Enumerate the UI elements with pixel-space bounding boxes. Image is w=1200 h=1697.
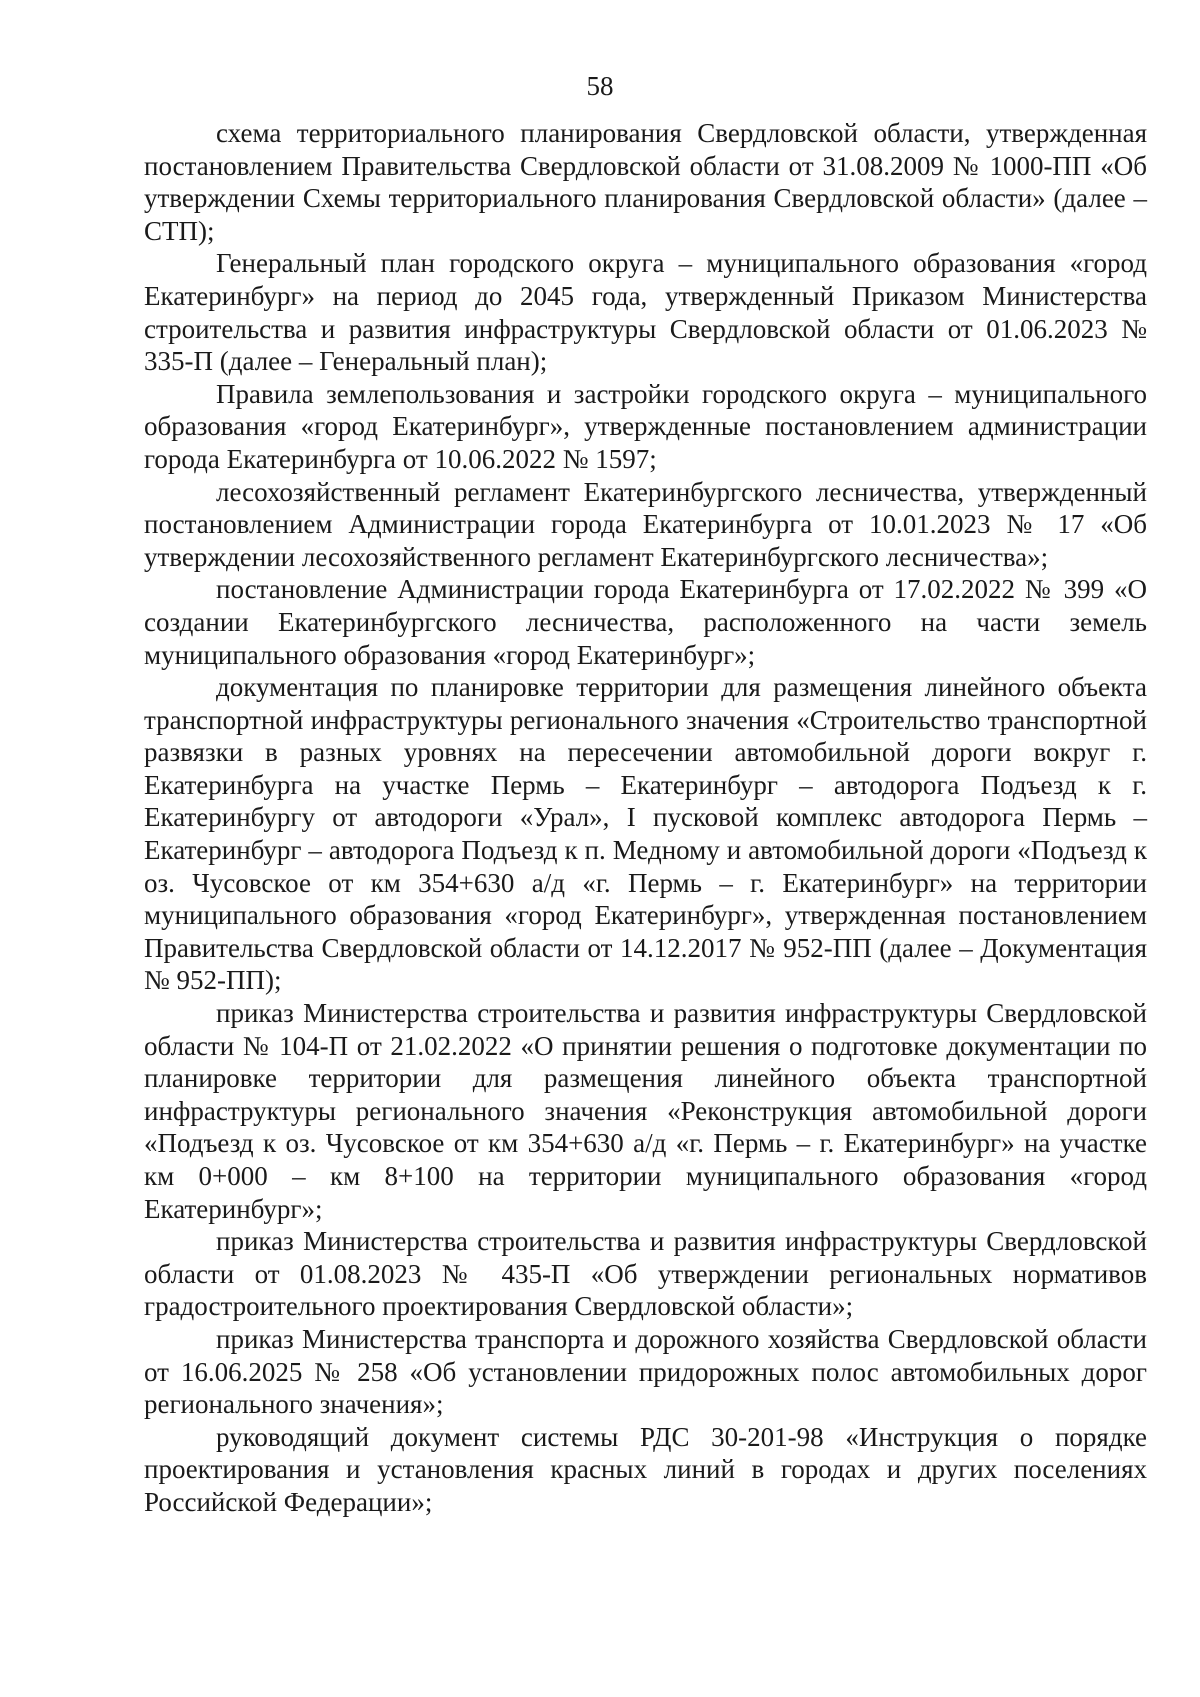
paragraph-stp: схема территориального планирования Свердловской области, утвержденная постановлением Правительства Свердловской области от 31.08.2009 № 1000-ПП «Об утверждении Схемы территориального планирования Свердловской области» (далее – СТП); xyxy=(144,118,1147,246)
paragraph-rds-30-201-98: руководящий документ системы РДС 30-201-98 «Инструкция о порядке проектирования и установления красных линий в городах и других поселениях Российской Федерации»; xyxy=(144,1421,1147,1517)
paragraph-land-use-rules: Правила землепользования и застройки городского округа – муниципального образования «город Екатеринбург», утвержденные постановлением администрации города Екатеринбурга от 10.06.2022 № 1597; xyxy=(144,378,1147,474)
paragraph-forestry-regulation: лесохозяйственный регламент Екатеринбургского лесничества, утвержденный постановлением Администрации города Екатеринбурга от 10.01.2023 № 17 «Об утверждении лесохозяйственного регламент Екатеринбургского лесничества»; xyxy=(144,476,1147,572)
document-body xyxy=(144,117,1147,1519)
page-number: 58 xyxy=(586,71,614,101)
paragraph-order-435: приказ Министерства строительства и развития инфраструктуры Свердловской области от 01.08.2023 № 435-П «Об утверждении региональных нормативов градостроительного проектирования Свердловской области»; xyxy=(144,1226,1147,1322)
paragraph-forestry-resolution: постановление Администрации города Екатеринбурга от 17.02.2022 № 399 «О создании Екатеринбургского лесничества, расположенного на части земель муниципального образования «город Екатеринбург»; xyxy=(144,574,1147,670)
paragraph-planning-documentation: документация по планировке территории для размещения линейного объекта транспортной инфраструктуры регионального значения «Строительство транспортной развязки в разных уровнях на пересечении автомобильной дороги вокруг г. Екатеринбурга на участке Пермь – Екатеринбург – автодорога Подъезд к г. Екатеринбургу от автодороги «Урал», I пусковой комплекс автодорога Пермь – Екатеринбург – автодорога Подъезд к п. Медному и автомобильной дороги «Подъезд к оз. Чусовское от км 354+630 а/д «г. Пермь – г. Екатеринбург» на территории муниципального образования «город Екатеринбург», утвержденная постановлением Правительства Свердловской области от 14.12.2017 № 952-ПП (далее – Документация № 952-ПП); xyxy=(144,672,1147,996)
paragraph-order-104: приказ Министерства строительства и развития инфраструктуры Свердловской области № 104-П от 21.02.2022 «О принятии решения о подготовке документации по планировке территории для размещения линейного объекта транспортной инфраструктуры регионального значения «Реконструкция автомобильной дороги «Подъезд к оз. Чусовское от км 354+630 а/д «г. Пермь – г. Екатеринбург» на участке км 0+000 – км 8+100 на территории муниципального образования «город Екатеринбург»; xyxy=(144,998,1147,1224)
paragraph-order-258: приказ Министерства транспорта и дорожного хозяйства Свердловской области от 16.06.2025 № 258 «Об установлении придорожных полос автомобильных дорог регионального значения»; xyxy=(144,1323,1147,1420)
paragraph-general-plan: Генеральный план городского округа – муниципального образования «город Екатеринбург» на период до 2045 года, утвержденный Приказом Министерства строительства и развития инфраструктуры Свердловской области от 01.06.2023 № 335-П (далее – Генеральный план); xyxy=(144,248,1147,377)
